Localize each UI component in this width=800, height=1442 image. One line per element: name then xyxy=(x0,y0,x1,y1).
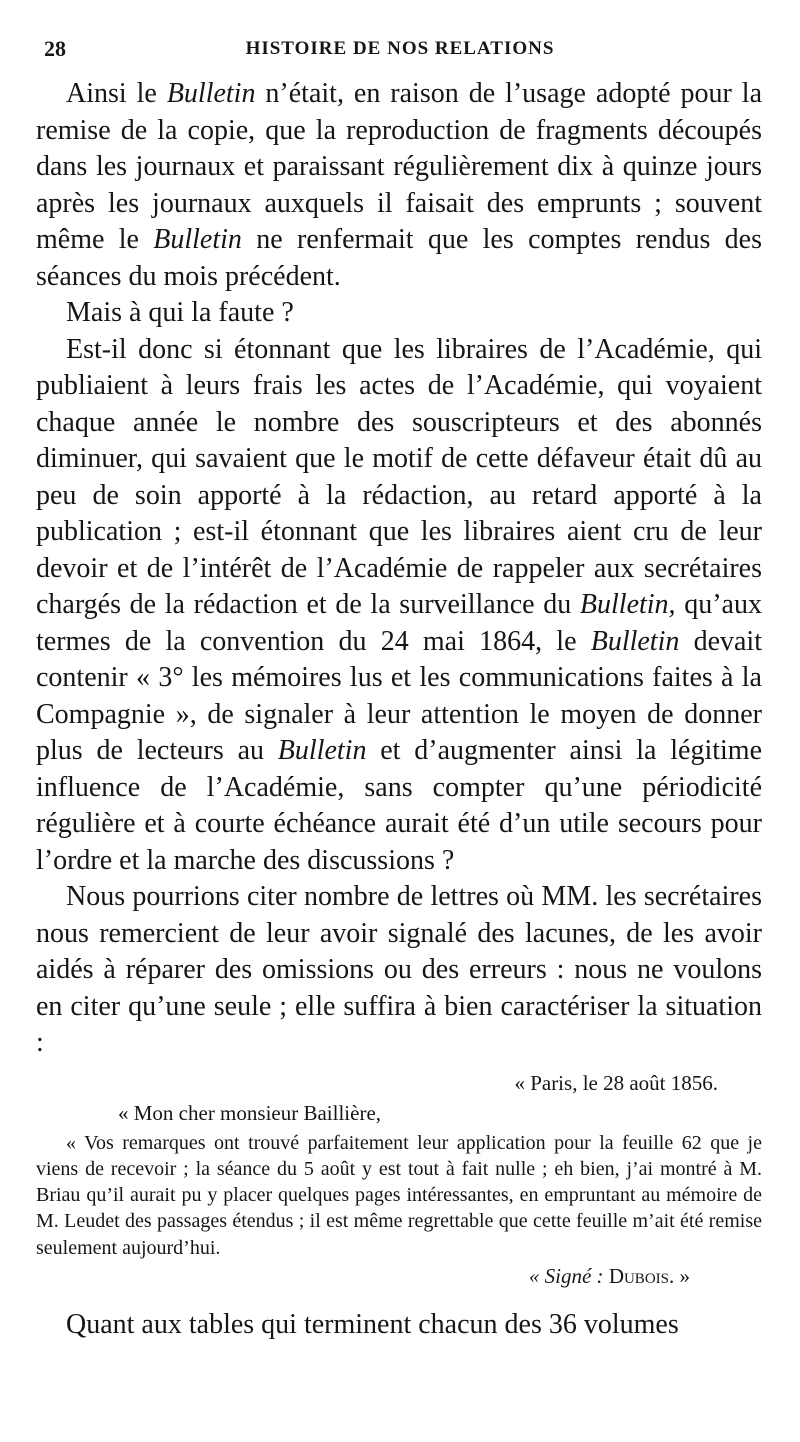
bulletin-title: Bulletin xyxy=(166,78,256,109)
paragraph-bulletin-usage xyxy=(36,76,762,295)
running-title: HISTOIRE DE NOS RELATIONS xyxy=(245,38,555,59)
paragraph-text: ne renfermait que les comptes rendus des séances du mois précédent. xyxy=(36,224,762,292)
paragraph-question: Mais à qui la faute ? xyxy=(66,297,294,328)
paragraph-text: n’était, en raison de l’usage adopté pour la remise de la copie, que la reproduction de fragments découpés dans les journaux et paraissant régulièrement dix à quinze jours après les journaux auxquels il faisait des emprunts ; souvent même le xyxy=(36,78,762,255)
page-body xyxy=(36,76,762,1343)
paragraph-libraires xyxy=(36,332,762,880)
paragraph-text: devait contenir « 3° les mémoires lus et les communications faites à la Compagnie », de signaler à leur attention le moyen de donner plus de lecteurs au xyxy=(36,625,762,766)
letter-signature xyxy=(36,1261,762,1291)
letter-body: « Vos remarques ont trouvé parfaitement leur application pour la feuille 62 que je viens de recevoir ; la séance du 5 août y est tout à fait nulle ; eh bien, j’ai montré à M. Briau qu’il aurait pu y placer quelques pages intéressantes, en empruntant au mémoire de M. Leudet des passages étendus ; il est même regrettable que cette feuille m’ait été remise seulement aujourd’hui. xyxy=(36,1131,762,1259)
letter-dateline: « Paris, le 28 août 1856. xyxy=(514,1070,718,1095)
paragraph-text: qu’aux termes de la convention du 24 mai 1864, le xyxy=(36,589,762,657)
paragraph-text: et d’augmenter ainsi la légitime influence de l’Académie, sans compter qu’une périodicité régulière et à courte échéance aurait été d’un utile secours pour l’ordre et la marche des discussions ? xyxy=(36,735,762,876)
letter-salutation: « Mon cher monsieur Baillière, xyxy=(118,1100,382,1125)
signature-name: Dubois. » xyxy=(603,1263,690,1288)
bulletin-title: Bulletin, xyxy=(579,589,676,620)
page-header xyxy=(44,36,756,62)
paragraph-text: Est-il donc si étonnant que les libraires de l’Académie, qui publiaient à leurs frais les actes de l’Académie, qui voyaient chaque année le nombre des souscripteurs et des abonnés diminuer, qui savaient que le motif de cette défaveur était dû au peu de soin apporté à la rédaction, au retard apporté à la publication ; est-il étonnant que les libraires aient cru de leur devoir et de l’intérêt de l’Académie de rappeler aux secrétaires chargés de la rédaction et de la surveillance du xyxy=(36,333,762,620)
bulletin-title: Bulletin xyxy=(153,224,242,255)
paragraph-text: Ainsi le xyxy=(66,78,167,109)
paragraph-tables: Quant aux tables qui terminent chacun des 36 volumes xyxy=(66,1308,679,1340)
page-number: 28 xyxy=(44,36,66,61)
quoted-letter xyxy=(36,1068,762,1291)
paragraph-lettres: Nous pourrions citer nombre de lettres où MM. les secrétaires nous remercient de leur avoir signalé des lacunes, de les avoir aidés à réparer des omissions ou des erreurs : nous ne voulons en citer qu’une seule ; elle suffira à bien caractériser la situation : xyxy=(36,881,762,1058)
bulletin-title: Bulletin xyxy=(590,625,680,657)
signature-label: « Signé : xyxy=(528,1263,604,1288)
bulletin-title: Bulletin xyxy=(277,735,367,766)
